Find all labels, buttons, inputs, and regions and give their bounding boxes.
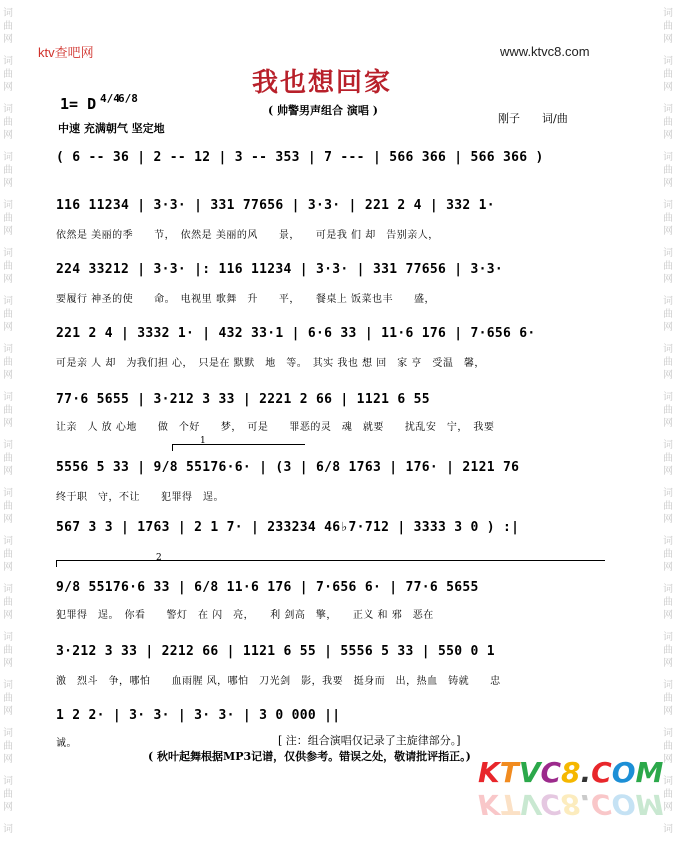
watermark-glyph: 曲 <box>3 453 13 464</box>
watermark-glyph: 网 <box>3 658 13 669</box>
watermark-glyph: 网 <box>663 34 673 45</box>
transcription-note: [ 注：组合演唱仅记录了主旋律部分。] <box>278 734 461 747</box>
watermark-glyph: 曲 <box>663 405 673 416</box>
watermark-glyph: 网 <box>663 658 673 669</box>
watermark-glyph: 词 <box>663 680 673 691</box>
score-line-7-notes: 567 3 3 | 1763 | 2 1 7· | 233234 46♭7·712 | 3333 3 0 ) :| <box>56 520 520 535</box>
volta-1-label: 1 <box>200 436 206 446</box>
score-line-6-notes: 5556 5 33 | 9/8 55176·6· | (3 | 6/8 1763 | 176· | 2121 76 <box>56 460 520 475</box>
watermark-glyph: 词 <box>663 152 673 163</box>
watermark-glyph: 词 <box>663 584 673 595</box>
watermark-glyph: 曲 <box>3 597 13 608</box>
volta-2-label: 2 <box>156 553 162 563</box>
watermark-glyph: 网 <box>663 82 673 93</box>
time-signature-2: 6/8 <box>118 92 138 105</box>
logo-letter: O <box>611 788 636 821</box>
watermark-glyph: 曲 <box>3 165 13 176</box>
logo-letter: C <box>540 788 562 821</box>
watermark-glyph: 词 <box>663 296 673 307</box>
watermark-glyph: 网 <box>3 466 13 477</box>
watermark-glyph: 词 <box>3 344 13 355</box>
watermark-glyph: 网 <box>3 178 13 189</box>
site-url: www.ktvc8.com <box>500 44 590 59</box>
watermark-glyph: 词 <box>3 776 13 787</box>
logo-letter: . <box>580 788 592 821</box>
watermark-glyph: 词 <box>3 56 13 67</box>
watermark-glyph: 词 <box>3 824 13 835</box>
score-line-2-notes: 116 11234 | 3·3· | 331 77656 | 3·3· | 221 2 4 | 332 1· <box>56 198 495 213</box>
watermark-glyph: 词 <box>3 392 13 403</box>
watermark-glyph: 曲 <box>3 549 13 560</box>
score-line-1-notes: ( 6 -- 36 | 2 -- 12 | 3 -- 353 | 7 --- | 566 366 | 566 366 ) <box>56 150 544 165</box>
transcriber-credit: ( 秋叶起舞根据MP3记谱，仅供参考。错误之处，敬请批评指正。) <box>148 750 471 763</box>
watermark-glyph: 曲 <box>663 261 673 272</box>
watermark-glyph: 网 <box>663 370 673 381</box>
logo-letter: O <box>611 756 636 789</box>
watermark-glyph: 网 <box>3 370 13 381</box>
watermark-glyph: 曲 <box>663 213 673 224</box>
watermark-glyph: 词 <box>3 104 13 115</box>
watermark-glyph: 词 <box>3 440 13 451</box>
logo-letter: C <box>591 788 612 821</box>
watermark-glyph: 曲 <box>3 501 13 512</box>
site-logo-reflection <box>478 788 663 821</box>
watermark-glyph: 词 <box>663 392 673 403</box>
watermark-glyph: 词 <box>3 632 13 643</box>
logo-letter: 8 <box>561 756 581 789</box>
logo-letter: T <box>499 788 519 821</box>
watermark-glyph: 曲 <box>3 117 13 128</box>
score-line-5-lyrics: 让亲 人 放 心地 做 个好 梦， 可是 罪恶的灵 魂 就要 扰乱安 宁， 我要 <box>56 422 495 433</box>
watermark-glyph: 网 <box>3 802 13 813</box>
watermark-glyph: 曲 <box>663 357 673 368</box>
score-line-8-notes: 9/8 55176·6 33 | 6/8 11·6 176 | 7·656 6· | 77·6 5655 <box>56 580 479 595</box>
watermark-glyph: 网 <box>3 226 13 237</box>
watermark-glyph: 曲 <box>663 549 673 560</box>
watermark-glyph: 曲 <box>663 789 673 800</box>
watermark-glyph: 网 <box>3 34 13 45</box>
score-line-3-notes: 224 33212 | 3·3· |: 116 11234 | 3·3· | 331 77656 | 3·3· <box>56 262 503 277</box>
watermark-glyph: 词 <box>663 200 673 211</box>
logo-letter: C <box>540 756 562 789</box>
watermark-glyph: 曲 <box>663 597 673 608</box>
watermark-glyph: 网 <box>3 130 13 141</box>
score-line-4-notes: 221 2 4 | 3332 1· | 432 33·1 | 6·6 33 | 11·6 176 | 7·656 6· <box>56 326 536 341</box>
watermark-glyph: 曲 <box>3 69 13 80</box>
watermark-glyph: 曲 <box>663 309 673 320</box>
watermark-glyph: 词 <box>663 344 673 355</box>
watermark-glyph: 词 <box>3 296 13 307</box>
watermark-glyph: 曲 <box>3 261 13 272</box>
watermark-glyph: 网 <box>3 706 13 717</box>
left-watermark-column <box>0 0 16 847</box>
watermark-glyph: 网 <box>663 802 673 813</box>
time-signature-1: 4/4 <box>100 92 120 105</box>
watermark-glyph: 词 <box>663 56 673 67</box>
watermark-glyph: 网 <box>3 82 13 93</box>
performer-credit: ( 帅警男声组合 演唱 ) <box>268 104 378 117</box>
score-line-9-lyrics: 激 烈斗 争，哪怕 血雨腥 风，哪怕 刀光剑 影，我要 挺身而 出，热血 铸就 忠 <box>56 676 501 687</box>
score-line-6-lyrics: 终于职 守，不让 犯罪得 逞。 <box>56 492 224 503</box>
watermark-glyph: 网 <box>663 178 673 189</box>
watermark-glyph: 曲 <box>663 501 673 512</box>
watermark-glyph: 词 <box>3 8 13 19</box>
watermark-glyph: 网 <box>3 322 13 333</box>
logo-letter: V <box>518 788 541 821</box>
watermark-glyph: 词 <box>663 104 673 115</box>
watermark-glyph: 曲 <box>3 789 13 800</box>
score-line-10-notes: 1 2 2· | 3· 3· | 3· 3· | 3 0 000 || <box>56 708 341 723</box>
tempo-marking: 中速 充满朝气 坚定地 <box>58 122 165 135</box>
right-watermark-column <box>660 0 676 847</box>
logo-letter: 8 <box>561 788 581 821</box>
watermark-glyph: 词 <box>663 8 673 19</box>
watermark-glyph: 词 <box>663 536 673 547</box>
watermark-glyph: 词 <box>663 728 673 739</box>
watermark-glyph: 词 <box>3 680 13 691</box>
watermark-glyph: 词 <box>663 824 673 835</box>
watermark-glyph: 曲 <box>663 453 673 464</box>
watermark-glyph: 曲 <box>3 645 13 656</box>
watermark-glyph: 曲 <box>3 309 13 320</box>
watermark-glyph: 词 <box>3 152 13 163</box>
watermark-glyph: 网 <box>663 754 673 765</box>
watermark-glyph: 曲 <box>663 693 673 704</box>
logo-letter: M <box>635 756 664 789</box>
watermark-glyph: 网 <box>663 130 673 141</box>
score-line-8-lyrics: 犯罪得 逞。 你看 警灯 在 闪 亮， 利 剑高 擎， 正义 和 邪 恶在 <box>56 610 434 621</box>
watermark-glyph: 曲 <box>3 357 13 368</box>
watermark-glyph: 网 <box>663 322 673 333</box>
logo-letter: V <box>518 756 541 789</box>
watermark-glyph: 词 <box>3 584 13 595</box>
watermark-glyph: 网 <box>663 418 673 429</box>
watermark-glyph: 网 <box>663 562 673 573</box>
logo-letter: . <box>580 756 592 789</box>
watermark-glyph: 词 <box>663 632 673 643</box>
watermark-glyph: 曲 <box>663 165 673 176</box>
watermark-glyph: 网 <box>3 514 13 525</box>
score-line-3-lyrics: 要履行 神圣的使 命。 电视里 歌舞 升 平， 餐桌上 饭菜也丰 盛， <box>56 294 436 305</box>
logo-letter: M <box>635 788 664 821</box>
score-line-4-lyrics: 可是亲 人 却 为我们担 心， 只是在 默默 地 等。 其实 我也 想 回 家 亨 受温 馨， <box>56 358 485 369</box>
logo-letter: C <box>591 756 612 789</box>
score-line-9-notes: 3·212 3 33 | 2212 66 | 1121 6 55 | 5556 5 33 | 550 0 1 <box>56 644 495 659</box>
watermark-glyph: 曲 <box>663 69 673 80</box>
score-line-2-lyrics: 依然是 美丽的季 节， 依然是 美丽的风 景， 可是我 们 却 告别亲人， <box>56 230 439 241</box>
watermark-glyph: 网 <box>663 706 673 717</box>
watermark-glyph: 曲 <box>3 693 13 704</box>
watermark-glyph: 网 <box>663 610 673 621</box>
watermark-glyph: 网 <box>663 514 673 525</box>
watermark-glyph: 曲 <box>3 213 13 224</box>
logo-letter: T <box>499 756 519 789</box>
watermark-glyph: 网 <box>663 226 673 237</box>
watermark-glyph: 曲 <box>663 741 673 752</box>
watermark-glyph: 网 <box>663 274 673 285</box>
watermark-glyph: 词 <box>663 776 673 787</box>
watermark-glyph: 曲 <box>3 405 13 416</box>
watermark-glyph: 网 <box>3 562 13 573</box>
volta-1-bracket <box>172 444 305 451</box>
watermark-glyph: 词 <box>663 440 673 451</box>
logo-letter: K <box>478 788 500 821</box>
logo-letter: K <box>478 756 500 789</box>
composer-credit: 刚子 词/曲 <box>498 112 568 125</box>
watermark-glyph: 词 <box>3 536 13 547</box>
watermark-glyph: 词 <box>3 248 13 259</box>
watermark-glyph: 网 <box>3 610 13 621</box>
site-logo <box>478 756 663 789</box>
watermark-glyph: 网 <box>3 754 13 765</box>
watermark-glyph: 词 <box>3 200 13 211</box>
watermark-glyph: 网 <box>3 274 13 285</box>
watermark-glyph: 网 <box>663 466 673 477</box>
watermark-glyph: 曲 <box>3 741 13 752</box>
song-title: 我也想回家 <box>252 68 393 98</box>
watermark-glyph: 网 <box>3 418 13 429</box>
score-line-5-notes: 77·6 5655 | 3·212 3 33 | 2221 2 66 | 1121 6 55 <box>56 392 430 407</box>
watermark-glyph: 曲 <box>663 645 673 656</box>
key-signature: 1= D <box>60 95 97 113</box>
watermark-glyph: 词 <box>3 488 13 499</box>
watermark-glyph: 曲 <box>663 117 673 128</box>
watermark-glyph: 词 <box>3 728 13 739</box>
site-link[interactable]: ktv查吧网 <box>38 45 94 60</box>
watermark-glyph: 曲 <box>3 21 13 32</box>
volta-2-bracket <box>56 560 605 567</box>
watermark-glyph: 词 <box>663 248 673 259</box>
watermark-glyph: 曲 <box>663 21 673 32</box>
score-line-10-lyrics: 诚。 <box>56 738 77 749</box>
watermark-glyph: 词 <box>663 488 673 499</box>
